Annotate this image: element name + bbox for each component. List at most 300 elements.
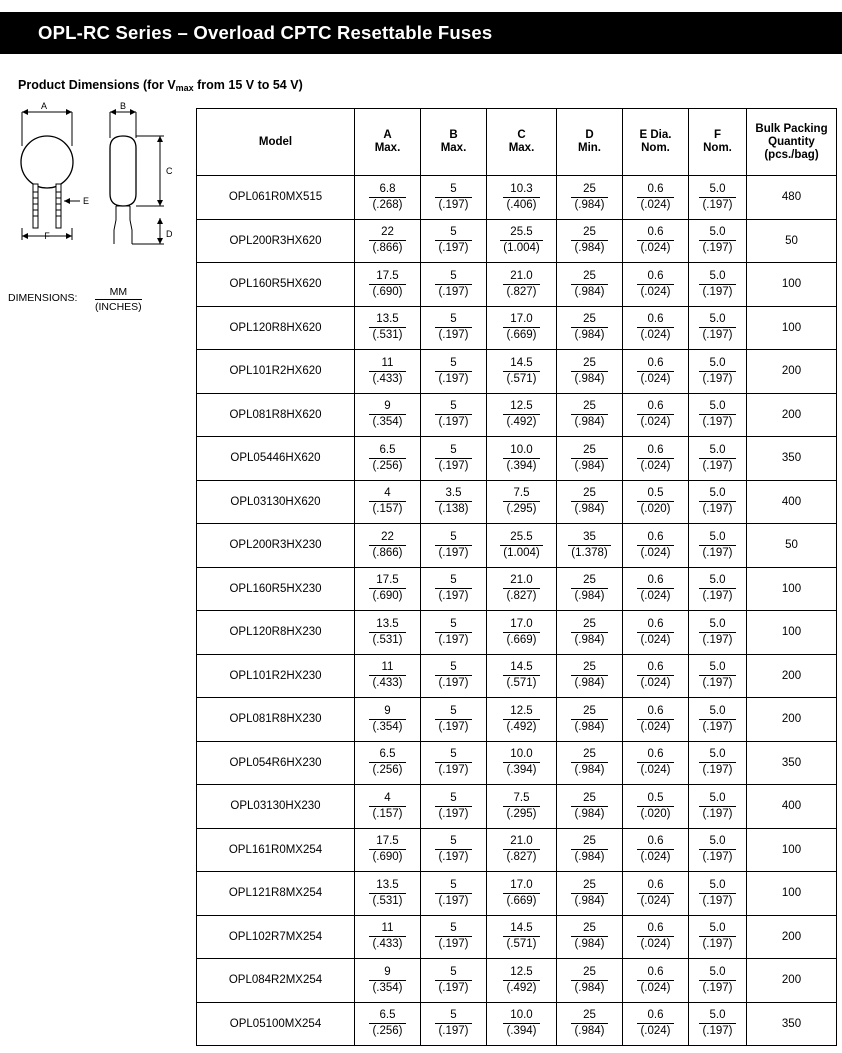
- cell-e: [623, 219, 689, 263]
- drawing-label-b: B: [119, 101, 127, 111]
- fraction-value: [571, 183, 607, 212]
- fraction-value: [571, 357, 607, 386]
- cell-c: [487, 524, 557, 568]
- table-row: [197, 698, 837, 742]
- value-inches: (.197): [438, 372, 469, 385]
- fraction-value: [571, 574, 607, 603]
- value-inches: (.354): [372, 981, 403, 994]
- value-inches: (.492): [506, 416, 537, 429]
- drawing-label-a: A: [40, 101, 48, 111]
- fraction-value: [637, 444, 673, 473]
- cell-d: [557, 698, 623, 742]
- value-inches: (.394): [506, 459, 537, 472]
- value-mm: 5.0: [699, 531, 735, 546]
- cell-d: [557, 350, 623, 394]
- table-row: [197, 915, 837, 959]
- cell-c: [487, 480, 557, 524]
- cell-e: [623, 263, 689, 307]
- value-inches: (.984): [574, 938, 605, 951]
- fraction-value: [369, 357, 405, 386]
- fraction-value: [571, 792, 607, 821]
- value-mm: 5.0: [699, 661, 735, 676]
- fraction-value: [503, 1009, 539, 1038]
- cell-d: [557, 524, 623, 568]
- value-inches: (.197): [702, 503, 733, 516]
- cell-d: [557, 263, 623, 307]
- cell-model: OPL084R2MX254: [197, 959, 355, 1003]
- cell-f: [689, 263, 747, 307]
- cell-a: [355, 176, 421, 220]
- cell-a: [355, 480, 421, 524]
- value-inches: (.394): [506, 1025, 537, 1038]
- value-inches: (.024): [640, 372, 671, 385]
- value-mm: 4: [369, 487, 405, 502]
- cell-bulk-quantity: 350: [747, 437, 837, 481]
- value-inches: (.024): [640, 285, 671, 298]
- value-mm: 25: [571, 574, 607, 589]
- value-inches: (.690): [372, 590, 403, 603]
- value-mm: 25: [571, 400, 607, 415]
- value-mm: 25: [571, 661, 607, 676]
- value-inches: (1.378): [571, 546, 608, 559]
- value-mm: 14.5: [503, 357, 539, 372]
- value-mm: 25: [571, 226, 607, 241]
- value-mm: 6.8: [369, 183, 405, 198]
- value-inches: (.197): [438, 416, 469, 429]
- fraction-value: [369, 922, 405, 951]
- page-header-bar: [0, 12, 842, 54]
- value-inches: (.157): [372, 807, 403, 820]
- fraction-value: [369, 705, 405, 734]
- value-inches: (.024): [640, 198, 671, 211]
- value-inches: (.984): [574, 329, 605, 342]
- cell-a: [355, 959, 421, 1003]
- value-mm: 17.5: [369, 835, 405, 850]
- value-inches: (.024): [640, 416, 671, 429]
- cell-a: [355, 393, 421, 437]
- value-inches: (.197): [702, 677, 733, 690]
- value-inches: (.197): [438, 590, 469, 603]
- value-inches: (.984): [574, 590, 605, 603]
- value-inches: (.984): [574, 416, 605, 429]
- value-inches: (.024): [640, 242, 671, 255]
- cell-model: OPL102R7MX254: [197, 915, 355, 959]
- value-inches: (.984): [574, 198, 605, 211]
- cell-d: [557, 872, 623, 916]
- fraction-value: [369, 835, 405, 864]
- cell-a: [355, 437, 421, 481]
- cell-f: [689, 959, 747, 1003]
- fraction-value: [637, 966, 673, 995]
- value-mm: 13.5: [369, 313, 405, 328]
- value-inches: (.984): [574, 503, 605, 516]
- fraction-value: [435, 444, 471, 473]
- value-mm: 5.0: [699, 705, 735, 720]
- value-inches: (.197): [702, 894, 733, 907]
- value-mm: 17.0: [503, 879, 539, 894]
- fraction-value: [500, 226, 542, 255]
- drawing-label-e: E: [83, 196, 90, 206]
- value-inches: (.020): [640, 807, 671, 820]
- value-mm: 25: [571, 835, 607, 850]
- cell-b: [421, 567, 487, 611]
- fraction-value: [571, 487, 607, 516]
- cell-model: OPL05446HX620: [197, 437, 355, 481]
- cell-bulk-quantity: 200: [747, 654, 837, 698]
- value-mm: 0.6: [637, 183, 673, 198]
- value-mm: 6.5: [369, 1009, 405, 1024]
- cell-a: [355, 1002, 421, 1046]
- fraction-value: [637, 270, 673, 299]
- cell-b: [421, 959, 487, 1003]
- value-mm: 17.0: [503, 618, 539, 633]
- cell-model: OPL120R8HX230: [197, 611, 355, 655]
- value-mm: 0.6: [637, 835, 673, 850]
- fraction-value: [369, 226, 405, 255]
- value-inches: (.571): [506, 677, 537, 690]
- fraction-value: [637, 574, 673, 603]
- cell-a: [355, 306, 421, 350]
- value-inches: (.197): [438, 198, 469, 211]
- fraction-value: [637, 922, 673, 951]
- value-mm: 10.3: [503, 183, 539, 198]
- fraction-value: [699, 748, 735, 777]
- value-mm: 0.6: [637, 618, 673, 633]
- value-inches: (.669): [506, 329, 537, 342]
- col-header-e-dia: E Dia. Nom.: [623, 109, 689, 176]
- fraction-value: [571, 270, 607, 299]
- dimension-units: [95, 286, 142, 313]
- value-inches: (.433): [372, 938, 403, 951]
- fraction-value: [503, 270, 539, 299]
- value-mm: 9: [369, 966, 405, 981]
- cell-f: [689, 915, 747, 959]
- fraction-value: [699, 226, 735, 255]
- value-mm: 22: [369, 531, 405, 546]
- cell-a: [355, 915, 421, 959]
- fraction-value: [637, 748, 673, 777]
- cell-d: [557, 480, 623, 524]
- table-head: [197, 109, 837, 176]
- page-title: OPL-RC Series – Overload CPTC Resettable Fuses: [38, 22, 493, 43]
- cell-c: [487, 785, 557, 829]
- value-inches: (.024): [640, 1025, 671, 1038]
- cell-bulk-quantity: 100: [747, 306, 837, 350]
- fraction-value: [699, 705, 735, 734]
- fraction-value: [500, 531, 542, 560]
- cell-e: [623, 524, 689, 568]
- value-inches: (.197): [438, 677, 469, 690]
- value-mm: 5: [435, 357, 471, 372]
- fraction-value: [435, 1009, 471, 1038]
- cell-bulk-quantity: 100: [747, 567, 837, 611]
- fraction-value: [435, 966, 471, 995]
- cell-b: [421, 915, 487, 959]
- cell-c: [487, 698, 557, 742]
- value-mm: 0.6: [637, 357, 673, 372]
- table-row: [197, 393, 837, 437]
- value-mm: 11: [369, 922, 405, 937]
- value-mm: 13.5: [369, 618, 405, 633]
- value-mm: 5.0: [699, 400, 735, 415]
- fraction-value: [503, 922, 539, 951]
- cell-e: [623, 306, 689, 350]
- fraction-value: [637, 835, 673, 864]
- cell-e: [623, 437, 689, 481]
- table-row: [197, 567, 837, 611]
- fraction-value: [503, 183, 539, 212]
- value-mm: 10.0: [503, 444, 539, 459]
- value-mm: 5: [435, 661, 471, 676]
- value-inches: (.197): [702, 546, 733, 559]
- value-mm: 25: [571, 748, 607, 763]
- fraction-value: [571, 444, 607, 473]
- value-mm: 5: [435, 835, 471, 850]
- value-mm: 3.5: [435, 487, 471, 502]
- cell-f: [689, 306, 747, 350]
- value-mm: 12.5: [503, 966, 539, 981]
- value-inches: (.197): [438, 764, 469, 777]
- cell-model: OPL054R6HX230: [197, 741, 355, 785]
- dimensions-caption: DIMENSIONS:: [8, 292, 78, 304]
- value-inches: (.984): [574, 372, 605, 385]
- table-body: [197, 176, 837, 1046]
- cell-b: [421, 263, 487, 307]
- fraction-value: [435, 748, 471, 777]
- cell-model: OPL05100MX254: [197, 1002, 355, 1046]
- cell-c: [487, 872, 557, 916]
- value-mm: 0.6: [637, 966, 673, 981]
- value-inches: (.197): [438, 546, 469, 559]
- fraction-value: [637, 487, 673, 516]
- value-inches: (.394): [506, 764, 537, 777]
- value-inches: (.406): [506, 198, 537, 211]
- cell-bulk-quantity: 200: [747, 915, 837, 959]
- cell-b: [421, 654, 487, 698]
- value-inches: (.197): [438, 720, 469, 733]
- fraction-value: [637, 313, 673, 342]
- value-mm: 25: [571, 270, 607, 285]
- value-mm: 0.6: [637, 444, 673, 459]
- value-inches: (.295): [506, 503, 537, 516]
- fraction-value: [435, 835, 471, 864]
- value-inches: (.024): [640, 590, 671, 603]
- fraction-value: [699, 444, 735, 473]
- value-inches: (.024): [640, 459, 671, 472]
- fraction-value: [503, 835, 539, 864]
- value-mm: 25: [571, 879, 607, 894]
- cell-e: [623, 872, 689, 916]
- value-mm: 5.0: [699, 226, 735, 241]
- value-mm: 14.5: [503, 922, 539, 937]
- fraction-value: [699, 487, 735, 516]
- cell-c: [487, 393, 557, 437]
- fraction-value: [699, 1009, 735, 1038]
- value-mm: 0.6: [637, 922, 673, 937]
- cell-c: [487, 263, 557, 307]
- fraction-value: [435, 792, 471, 821]
- value-mm: 25.5: [500, 531, 542, 546]
- fraction-value: [369, 270, 405, 299]
- cell-f: [689, 741, 747, 785]
- fraction-value: [571, 400, 607, 429]
- value-mm: 5: [435, 574, 471, 589]
- value-mm: 9: [369, 400, 405, 415]
- cell-bulk-quantity: 100: [747, 828, 837, 872]
- cell-e: [623, 480, 689, 524]
- value-inches: (.433): [372, 372, 403, 385]
- value-inches: (.024): [640, 981, 671, 994]
- fraction-value: [637, 531, 673, 560]
- table-row: [197, 785, 837, 829]
- value-inches: (.669): [506, 633, 537, 646]
- cell-f: [689, 1002, 747, 1046]
- cell-f: [689, 480, 747, 524]
- value-inches: (.197): [702, 981, 733, 994]
- value-mm: 13.5: [369, 879, 405, 894]
- value-inches: (.020): [640, 503, 671, 516]
- value-mm: 7.5: [503, 792, 539, 807]
- cell-d: [557, 959, 623, 1003]
- table-header-row: [197, 109, 837, 176]
- value-mm: 25: [571, 705, 607, 720]
- fraction-value: [568, 531, 610, 560]
- cell-f: [689, 872, 747, 916]
- value-inches: (.984): [574, 677, 605, 690]
- value-mm: 4: [369, 792, 405, 807]
- fraction-value: [637, 183, 673, 212]
- fraction-value: [571, 922, 607, 951]
- cell-c: [487, 828, 557, 872]
- table-row: [197, 959, 837, 1003]
- table-row: [197, 437, 837, 481]
- value-mm: 5: [435, 226, 471, 241]
- fraction-value: [699, 922, 735, 951]
- fraction-value: [435, 487, 471, 516]
- cell-e: [623, 741, 689, 785]
- fraction-value: [369, 487, 405, 516]
- value-inches: (.197): [702, 633, 733, 646]
- value-inches: (.197): [702, 285, 733, 298]
- fraction-value: [699, 313, 735, 342]
- fraction-value: [571, 966, 607, 995]
- product-dimensions-table: [196, 108, 837, 1046]
- fraction-value: [369, 879, 405, 908]
- cell-e: [623, 698, 689, 742]
- cell-e: [623, 393, 689, 437]
- fraction-value: [699, 357, 735, 386]
- fraction-value: [369, 574, 405, 603]
- value-inches: (.866): [372, 242, 403, 255]
- cell-d: [557, 567, 623, 611]
- value-inches: (.295): [506, 807, 537, 820]
- value-inches: (.492): [506, 981, 537, 994]
- value-inches: (.197): [702, 329, 733, 342]
- value-mm: 25: [571, 444, 607, 459]
- value-inches: (.024): [640, 633, 671, 646]
- fraction-value: [571, 879, 607, 908]
- cell-bulk-quantity: 100: [747, 611, 837, 655]
- value-inches: (.984): [574, 459, 605, 472]
- cell-c: [487, 915, 557, 959]
- value-mm: 5.0: [699, 183, 735, 198]
- fraction-value: [435, 226, 471, 255]
- cell-b: [421, 437, 487, 481]
- value-mm: 7.5: [503, 487, 539, 502]
- fraction-value: [435, 705, 471, 734]
- value-mm: 0.6: [637, 313, 673, 328]
- cell-d: [557, 785, 623, 829]
- value-mm: 5.0: [699, 444, 735, 459]
- fraction-value: [503, 705, 539, 734]
- value-mm: 21.0: [503, 270, 539, 285]
- value-inches: (.197): [702, 720, 733, 733]
- fraction-value: [637, 879, 673, 908]
- value-mm: 25: [571, 357, 607, 372]
- fraction-value: [503, 966, 539, 995]
- value-inches: (.531): [372, 329, 403, 342]
- cell-d: [557, 741, 623, 785]
- value-mm: 25: [571, 487, 607, 502]
- fraction-value: [369, 748, 405, 777]
- value-mm: 5.0: [699, 922, 735, 937]
- value-inches: (.984): [574, 981, 605, 994]
- col-header-f: F Nom.: [689, 109, 747, 176]
- value-mm: 5: [435, 444, 471, 459]
- section-title-prefix: Product Dimensions (for V: [18, 78, 176, 92]
- value-mm: 0.6: [637, 270, 673, 285]
- cell-bulk-quantity: 50: [747, 219, 837, 263]
- fraction-value: [369, 183, 405, 212]
- value-mm: 10.0: [503, 1009, 539, 1024]
- value-mm: 5: [435, 313, 471, 328]
- fraction-value: [571, 705, 607, 734]
- fraction-value: [699, 792, 735, 821]
- cell-b: [421, 785, 487, 829]
- value-inches: (.197): [438, 894, 469, 907]
- table-row: [197, 219, 837, 263]
- fraction-value: [369, 313, 405, 342]
- value-inches: (1.004): [503, 546, 540, 559]
- value-inches: (.197): [438, 981, 469, 994]
- col-header-b: B Max.: [421, 109, 487, 176]
- cell-b: [421, 828, 487, 872]
- value-mm: 0.6: [637, 748, 673, 763]
- fraction-value: [503, 574, 539, 603]
- value-mm: 0.5: [637, 792, 673, 807]
- value-mm: 5: [435, 1009, 471, 1024]
- value-inches: (.984): [574, 633, 605, 646]
- value-mm: 5.0: [699, 313, 735, 328]
- value-mm: 17.5: [369, 270, 405, 285]
- cell-a: [355, 698, 421, 742]
- drawing-label-d: D: [166, 229, 173, 239]
- section-title: [18, 78, 303, 92]
- value-inches: (.024): [640, 329, 671, 342]
- value-mm: 0.6: [637, 226, 673, 241]
- cell-d: [557, 1002, 623, 1046]
- value-inches: (.024): [640, 938, 671, 951]
- cell-model: OPL101R2HX230: [197, 654, 355, 698]
- cell-bulk-quantity: 400: [747, 480, 837, 524]
- fraction-value: [435, 574, 471, 603]
- value-inches: (.197): [702, 459, 733, 472]
- value-mm: 0.6: [637, 1009, 673, 1024]
- table-row: [197, 176, 837, 220]
- cell-model: OPL03130HX230: [197, 785, 355, 829]
- fraction-value: [571, 1009, 607, 1038]
- cell-d: [557, 828, 623, 872]
